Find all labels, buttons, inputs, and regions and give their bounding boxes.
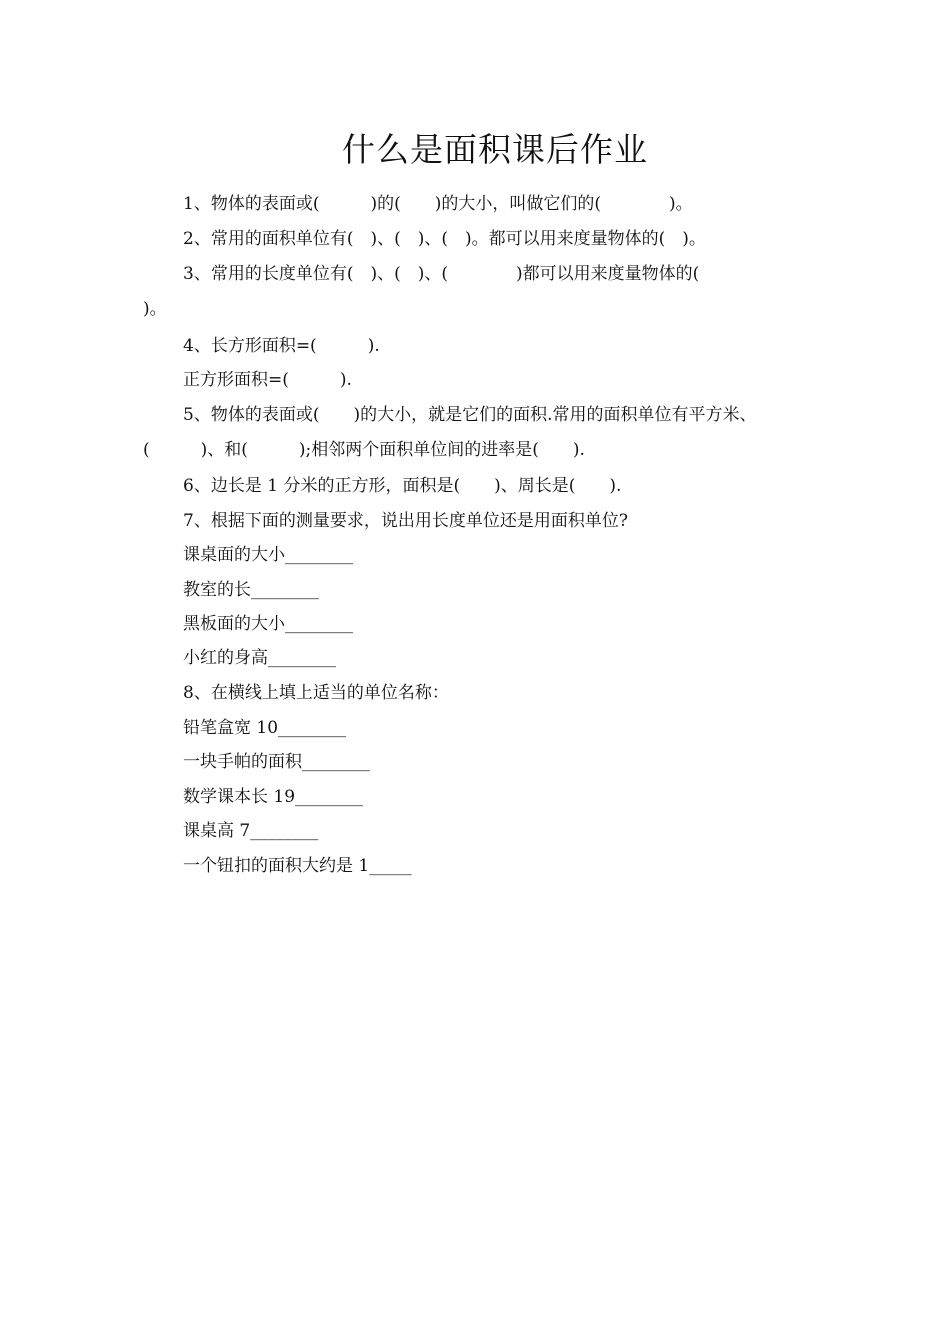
question-7-item: 黑板面的大小________ xyxy=(183,614,353,634)
question-3: 3、常用的长度单位有( )、( )、( )都可以用来度量物体的( xyxy=(183,264,700,284)
question-8-item: 数学课本长 19________ xyxy=(183,787,364,807)
question-8-item: 课桌高 7________ xyxy=(183,821,319,841)
question-7-item: 小红的身高________ xyxy=(183,648,336,668)
question-1: 1、物体的表面或( )的( )的大小，叫做它们的( )。 xyxy=(183,194,693,214)
question-4-rectangle: 4、长方形面积=( ). xyxy=(183,336,380,356)
question-7: 7、根据下面的测量要求，说出用长度单位还是用面积单位? xyxy=(183,511,628,531)
question-2: 2、常用的面积单位有( )、( )、( )。都可以用来度量物体的( )。 xyxy=(183,229,706,249)
question-8-item: 一个钮扣的面积大约是 1_____ xyxy=(183,856,412,876)
question-5: 5、物体的表面或( )的大小，就是它们的面积.常用的面积单位有平方米、 xyxy=(183,405,757,425)
page-title: 什么是面积课后作业 xyxy=(342,130,648,169)
question-8-item: 一块手帕的面积________ xyxy=(183,752,370,772)
question-3-continued: )。 xyxy=(143,299,167,319)
question-7-item: 教室的长________ xyxy=(183,580,319,600)
question-8-item: 铅笔盒宽 10________ xyxy=(183,718,347,738)
question-6: 6、边长是 1 分米的正方形，面积是( )、周长是( ). xyxy=(183,476,622,496)
question-8: 8、在横线上填上适当的单位名称： xyxy=(183,683,449,703)
question-7-item: 课桌面的大小________ xyxy=(183,545,353,565)
question-4-square: 正方形面积=( ). xyxy=(183,370,352,390)
question-5-continued: ( )、和( );相邻两个面积单位间的进率是( ). xyxy=(143,440,585,460)
